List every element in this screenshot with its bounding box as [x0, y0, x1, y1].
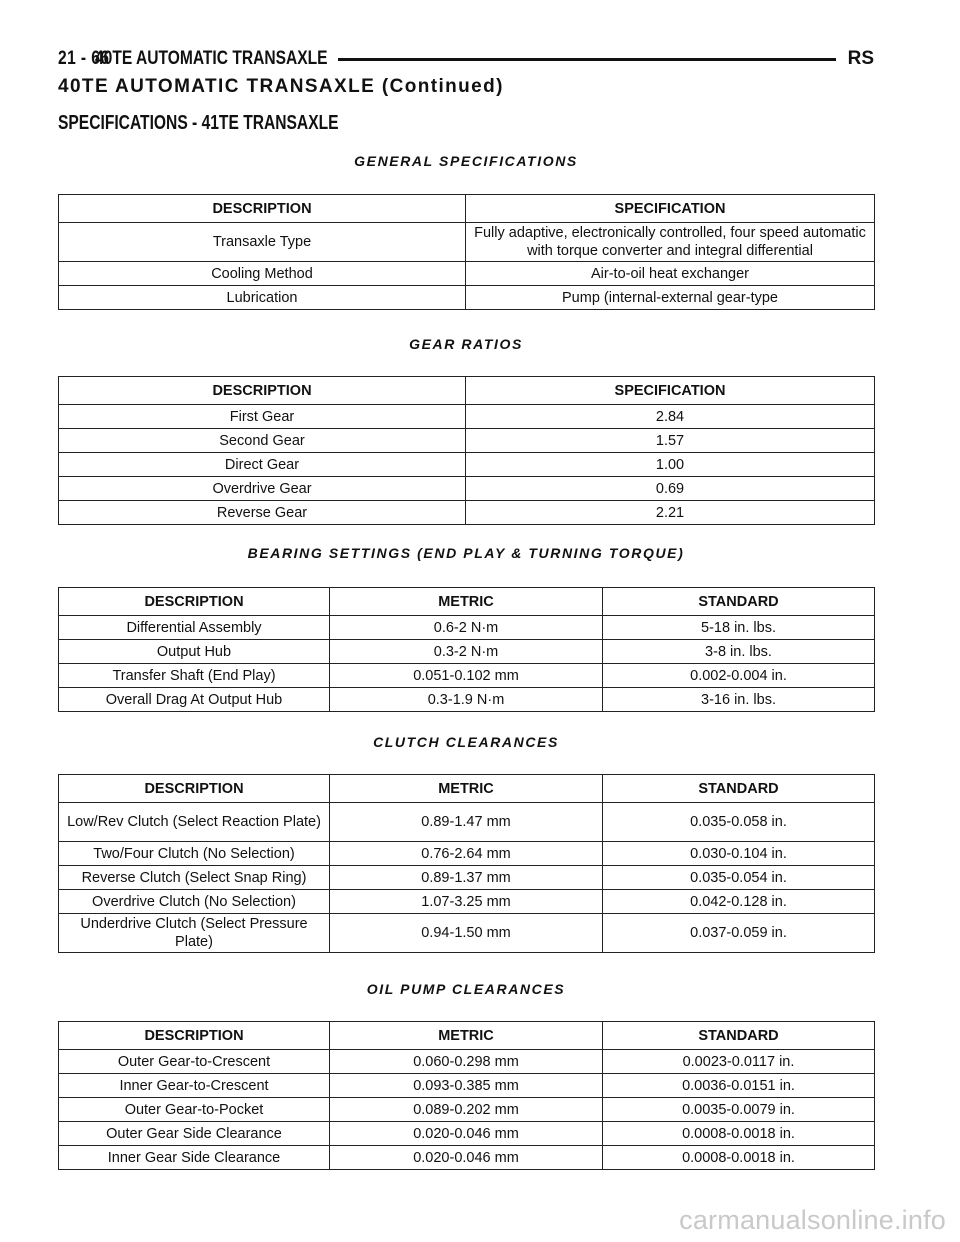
table-cell: 0.0036-0.0151 in.: [603, 1074, 875, 1098]
table-cell: 0.089-0.202 mm: [330, 1098, 603, 1122]
bearing-settings-heading: BEARING SETTINGS (END PLAY & TURNING TORQUE): [247, 545, 685, 561]
table-row: [59, 664, 875, 688]
table-cell: Second Gear: [59, 429, 466, 453]
table-cell: 0.0023-0.0117 in.: [603, 1050, 875, 1074]
table-header-row: [59, 195, 875, 223]
table-row: [59, 1074, 875, 1098]
oil-pump-clearances-heading: OIL PUMP CLEARANCES: [366, 981, 566, 997]
table-row: [59, 453, 875, 477]
table-header-row: [59, 377, 875, 405]
table-row: [59, 405, 875, 429]
column-header: STANDARD: [603, 588, 875, 616]
table-cell: 0.89-1.37 mm: [330, 866, 603, 890]
table-cell: 1.57: [466, 429, 875, 453]
table-cell: Transaxle Type: [59, 223, 466, 262]
table-cell: Reverse Gear: [59, 501, 466, 525]
column-header: METRIC: [330, 1022, 603, 1050]
table-header-row: [59, 775, 875, 803]
table-cell: Lubrication: [59, 286, 466, 310]
table-row: [59, 477, 875, 501]
table-cell: 0.030-0.104 in.: [603, 842, 875, 866]
column-header: DESCRIPTION: [59, 775, 330, 803]
column-header: DESCRIPTION: [59, 1022, 330, 1050]
column-header: STANDARD: [603, 775, 875, 803]
model-code: RS: [847, 48, 874, 69]
table-cell: 0.6-2 N·m: [330, 616, 603, 640]
table-cell: 0.051-0.102 mm: [330, 664, 603, 688]
table-row: [59, 1050, 875, 1074]
column-header: METRIC: [330, 775, 603, 803]
table-cell: Inner Gear Side Clearance: [59, 1146, 330, 1170]
table-cell: Transfer Shaft (End Play): [59, 664, 330, 688]
table-cell: 1.00: [466, 453, 875, 477]
table-cell: 0.020-0.046 mm: [330, 1146, 603, 1170]
table-row: [59, 429, 875, 453]
page-number: 21 - 66: [58, 48, 110, 69]
table-cell: Outer Gear Side Clearance: [59, 1122, 330, 1146]
table-row: [59, 262, 875, 286]
table-cell: 0.042-0.128 in.: [603, 890, 875, 914]
table-cell: 0.69: [466, 477, 875, 501]
table-cell: Air-to-oil heat exchanger: [466, 262, 875, 286]
table-header-row: [59, 1022, 875, 1050]
table-cell: 2.21: [466, 501, 875, 525]
table-cell: 0.035-0.054 in.: [603, 866, 875, 890]
table-cell: 0.020-0.046 mm: [330, 1122, 603, 1146]
table-row: [59, 1098, 875, 1122]
gear-ratios-table: [58, 376, 875, 525]
table-cell: 3-8 in. lbs.: [603, 640, 875, 664]
table-cell: 0.3-2 N·m: [330, 640, 603, 664]
table-row: [59, 501, 875, 525]
table-cell: Overall Drag At Output Hub: [59, 688, 330, 712]
table-row: [59, 866, 875, 890]
column-header: SPECIFICATION: [466, 195, 875, 223]
table-cell: Reverse Clutch (Select Snap Ring): [59, 866, 330, 890]
table-cell: 0.0035-0.0079 in.: [603, 1098, 875, 1122]
watermark[interactable]: carmanualsonline.info: [679, 1205, 946, 1235]
table-cell: 0.3-1.9 N·m: [330, 688, 603, 712]
table-row: [59, 640, 875, 664]
table-cell: Differential Assembly: [59, 616, 330, 640]
bearing-settings-table: [58, 587, 875, 712]
column-header: DESCRIPTION: [59, 377, 466, 405]
continued-title: 40TE AUTOMATIC TRANSAXLE (Continued): [58, 76, 504, 97]
table-cell: 0.0008-0.0018 in.: [603, 1122, 875, 1146]
table-cell: 0.093-0.385 mm: [330, 1074, 603, 1098]
table-cell: Output Hub: [59, 640, 330, 664]
column-header: DESCRIPTION: [59, 588, 330, 616]
table-cell: Overdrive Gear: [59, 477, 466, 501]
table-cell: Fully adaptive, electronically controlled, four speed automatic with torque converter and integral differential: [466, 223, 875, 262]
table-row: [59, 223, 875, 262]
table-cell: Outer Gear-to-Pocket: [59, 1098, 330, 1122]
specifications-title: SPECIFICATIONS - 41TE TRANSAXLE: [58, 112, 339, 134]
header-title: 40TE AUTOMATIC TRANSAXLE: [94, 48, 328, 69]
table-cell: 0.060-0.298 mm: [330, 1050, 603, 1074]
table-row: [59, 842, 875, 866]
table-row: [59, 616, 875, 640]
table-header-row: [59, 588, 875, 616]
clutch-clearances-table: [58, 774, 875, 953]
table-cell: 0.94-1.50 mm: [330, 914, 603, 953]
table-cell: First Gear: [59, 405, 466, 429]
table-cell: Underdrive Clutch (Select Pressure Plate): [59, 914, 330, 953]
table-cell: Low/Rev Clutch (Select Reaction Plate): [59, 803, 330, 842]
table-row: [59, 803, 875, 842]
table-cell: Inner Gear-to-Crescent: [59, 1074, 330, 1098]
gear-ratios-heading: GEAR RATIOS: [409, 336, 523, 352]
table-cell: 0.0008-0.0018 in.: [603, 1146, 875, 1170]
table-row: [59, 286, 875, 310]
table-cell: Overdrive Clutch (No Selection): [59, 890, 330, 914]
running-header: [58, 46, 874, 72]
table-cell: 0.76-2.64 mm: [330, 842, 603, 866]
column-header: STANDARD: [603, 1022, 875, 1050]
table-cell: 0.037-0.059 in.: [603, 914, 875, 953]
column-header: DESCRIPTION: [59, 195, 466, 223]
table-cell: 0.002-0.004 in.: [603, 664, 875, 688]
clutch-clearances-heading: CLUTCH CLEARANCES: [373, 734, 559, 750]
table-cell: Two/Four Clutch (No Selection): [59, 842, 330, 866]
table-cell: 0.035-0.058 in.: [603, 803, 875, 842]
table-cell: Direct Gear: [59, 453, 466, 477]
table-cell: 5-18 in. lbs.: [603, 616, 875, 640]
column-header: SPECIFICATION: [466, 377, 875, 405]
general-specifications-table: [58, 194, 875, 310]
column-header: METRIC: [330, 588, 603, 616]
table-row: [59, 1122, 875, 1146]
table-cell: Outer Gear-to-Crescent: [59, 1050, 330, 1074]
table-row: [59, 890, 875, 914]
table-cell: 2.84: [466, 405, 875, 429]
table-cell: 0.89-1.47 mm: [330, 803, 603, 842]
table-row: [59, 1146, 875, 1170]
table-row: [59, 688, 875, 712]
table-cell: 1.07-3.25 mm: [330, 890, 603, 914]
table-cell: 3-16 in. lbs.: [603, 688, 875, 712]
general-specifications-heading: GENERAL SPECIFICATIONS: [354, 153, 578, 169]
oil-pump-clearances-table: [58, 1021, 875, 1170]
header-rule: [338, 58, 835, 61]
table-row: [59, 914, 875, 953]
table-cell: Cooling Method: [59, 262, 466, 286]
table-cell: Pump (internal-external gear-type: [466, 286, 875, 310]
